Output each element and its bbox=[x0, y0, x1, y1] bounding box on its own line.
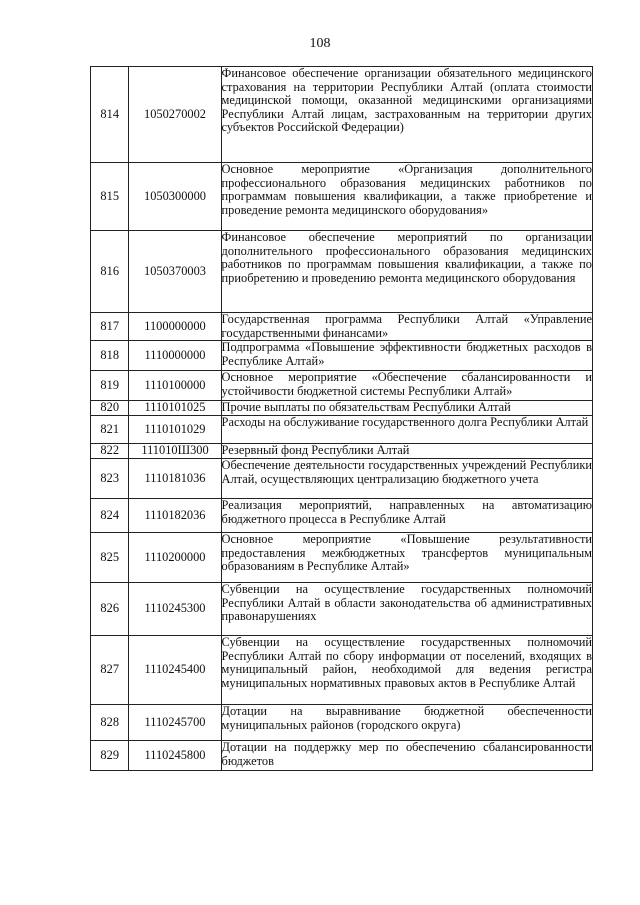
row-description: Государственная программа Республики Алтай «Управление государственными финансами» bbox=[221, 312, 592, 340]
row-code: 1110245300 bbox=[129, 583, 221, 636]
table-row bbox=[91, 444, 593, 459]
table-body bbox=[91, 67, 593, 771]
row-code: 1050370003 bbox=[129, 231, 221, 313]
row-code: 1110000000 bbox=[129, 341, 221, 371]
row-number: 820 bbox=[91, 401, 129, 416]
row-number: 819 bbox=[91, 371, 129, 401]
table-row bbox=[91, 416, 593, 444]
row-description: Финансовое обеспечение организации обязательного медицинского страхования на территории Республики Алтай (оплата стоимости медицинской помощи, оказанной медицинскими организациями Республики Алтай лицам, застрахованным на территории других субъектов Российской Федерации) bbox=[221, 67, 592, 163]
row-description: Основное мероприятие «Организация дополнительного профессионального образования медицинских работников по программам повышения квалификации, а также приобретение и проведение ремонта медицинского оборудования» bbox=[221, 163, 592, 231]
row-description: Субвенции на осуществление государственных полномочий Республики Алтай по сбору информации от поселений, входящих в муниципальный район, необходимой для ведения регистра муниципальных нормативных правовых актов в Республике Алтай bbox=[221, 636, 592, 705]
row-code: 1110200000 bbox=[129, 533, 221, 583]
page-number: 108 bbox=[309, 36, 331, 51]
row-number: 818 bbox=[91, 341, 129, 371]
table-row bbox=[91, 163, 593, 231]
row-number: 828 bbox=[91, 705, 129, 741]
row-description: Дотации на выравнивание бюджетной обеспеченности муниципальных районов (городского округа) bbox=[221, 705, 592, 741]
table-row bbox=[91, 341, 593, 371]
row-number: 827 bbox=[91, 636, 129, 705]
row-code: 1110245700 bbox=[129, 705, 221, 741]
row-code: 1110101029 bbox=[129, 416, 221, 444]
table-row bbox=[91, 459, 593, 499]
budget-codes-table bbox=[90, 66, 593, 771]
row-number: 817 bbox=[91, 313, 129, 341]
table-row bbox=[91, 705, 593, 741]
row-description: Дотации на поддержку мер по обеспечению сбалансированности бюджетов bbox=[221, 741, 592, 771]
row-description: Субвенции на осуществление государственных полномочий Республики Алтай в области законодательства об административных правонарушениях bbox=[221, 583, 592, 636]
row-number: 823 bbox=[91, 459, 129, 499]
row-number: 816 bbox=[91, 231, 129, 313]
row-code: 111010Ш300 bbox=[129, 444, 221, 459]
table-row bbox=[91, 583, 593, 636]
table-row bbox=[91, 371, 593, 401]
row-code: 1110181036 bbox=[129, 459, 221, 499]
row-description: Прочие выплаты по обязательствам Республики Алтай bbox=[221, 401, 592, 416]
table-row bbox=[91, 533, 593, 583]
row-code: 1050270002 bbox=[129, 67, 221, 163]
row-code: 1100000000 bbox=[129, 313, 221, 341]
table-row bbox=[91, 741, 593, 771]
row-description: Обеспечение деятельности государственных учреждений Республики Алтай, осуществляющих централизацию бюджетного учета bbox=[221, 459, 592, 499]
row-number: 829 bbox=[91, 741, 129, 771]
row-code: 1110100000 bbox=[129, 371, 221, 401]
row-description: Подпрограмма «Повышение эффективности бюджетных расходов в Республике Алтай» bbox=[221, 341, 592, 371]
row-description: Расходы на обслуживание государственного долга Республики Алтай bbox=[221, 416, 592, 444]
table-row bbox=[91, 636, 593, 705]
row-description: Основное мероприятие «Повышение результативности предоставления межбюджетных трансфертов муниципальным образованиям в Республике Алтай» bbox=[221, 533, 592, 583]
row-code: 1110245400 bbox=[129, 636, 221, 705]
row-number: 825 bbox=[91, 533, 129, 583]
row-number: 815 bbox=[91, 163, 129, 231]
row-description: Резервный фонд Республики Алтай bbox=[221, 444, 592, 459]
row-description: Финансовое обеспечение мероприятий по организации дополнительного профессионального образования медицинских работников по программам повышения квалификации, а также по приобретению и проведению ремонта медицинского оборудования bbox=[221, 231, 592, 313]
row-description: Реализация мероприятий, направленных на автоматизацию бюджетного процесса в Республике Алтай bbox=[221, 499, 592, 533]
row-description: Основное мероприятие «Обеспечение сбалансированности и устойчивости бюджетной системы Республики Алтай» bbox=[221, 371, 592, 401]
row-code: 1110245800 bbox=[129, 741, 221, 771]
row-number: 814 bbox=[91, 67, 129, 163]
table-row bbox=[91, 231, 593, 313]
table-row bbox=[91, 401, 593, 416]
table-row bbox=[91, 499, 593, 533]
row-number: 826 bbox=[91, 583, 129, 636]
table-row bbox=[91, 313, 593, 341]
table-row bbox=[91, 67, 593, 163]
row-number: 822 bbox=[91, 444, 129, 459]
row-code: 1110101025 bbox=[129, 401, 221, 416]
row-code: 1110182036 bbox=[129, 499, 221, 533]
row-number: 824 bbox=[91, 499, 129, 533]
row-number: 821 bbox=[91, 416, 129, 444]
row-code: 1050300000 bbox=[129, 163, 221, 231]
